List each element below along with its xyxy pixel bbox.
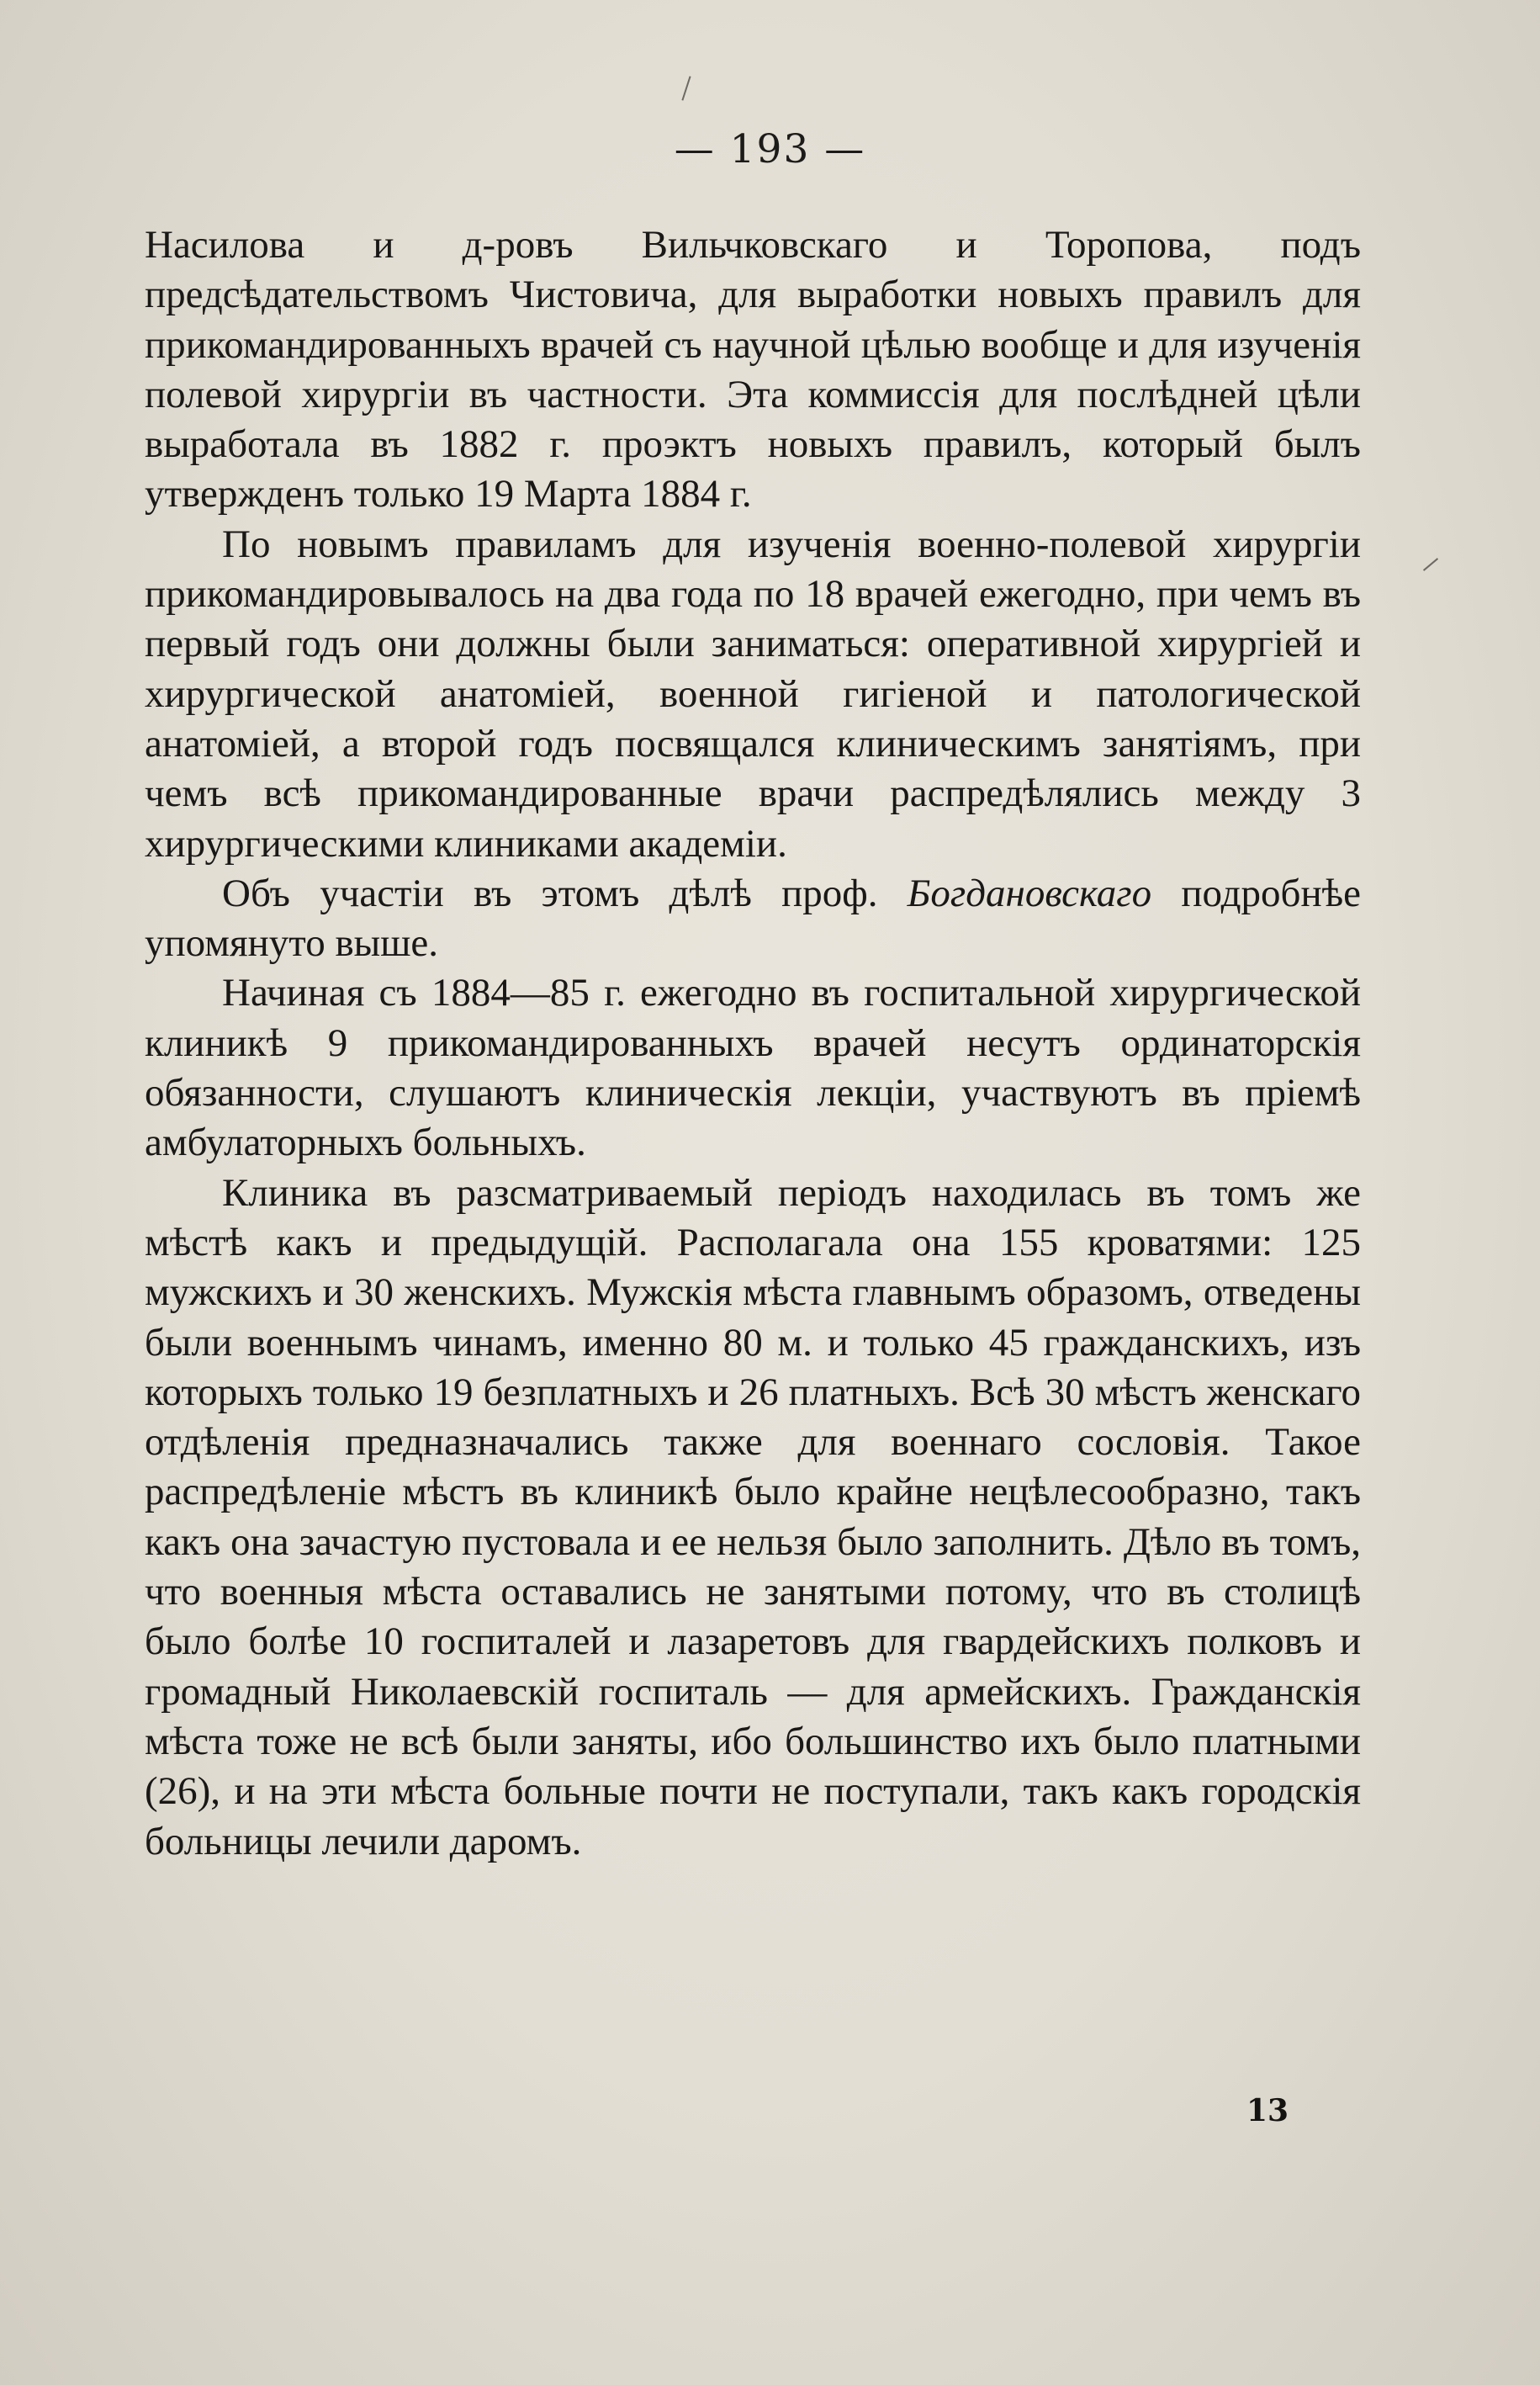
paragraph-2: По новымъ правиламъ для изученія военно-полевой хирургіи прикомандировывалось на два года по 18 врачей ежегодно, при чемъ въ первый годъ они должны были заниматься: оперативной хирургіей и хирургической анатоміей, военной гигіеной и патологической анатоміей, а второй годъ посвящался клиническимъ занятіямъ, при чемъ всѣ прикомандированные врачи распредѣлялись между 3 хирургическими клиниками академіи. — [145, 522, 1361, 866]
paragraph-5: Клиника въ разсматриваемый періодъ находилась въ томъ же мѣстѣ какъ и предыдущій. Располагала она 155 кроватями: 125 мужскихъ и 30 женскихъ. Мужскія мѣста главнымъ образомъ, отведены были военнымъ чинамъ, именно 80 м. и только 45 гражданскихъ, изъ которыхъ только 19 безплатныхъ и 26 платныхъ. Всѣ 30 мѣстъ женскаго отдѣленія предназначались также для военнаго сословія. Такое распредѣленіе мѣстъ въ клиникѣ было крайне нецѣлесообразно, такъ какъ она зачастую пустовала и ее нельзя было заполнить. Дѣло въ томъ, что военныя мѣста оставались не занятыми потому, что въ столицѣ было болѣе 10 госпиталей и лазаретовъ для гвардейскихъ полковъ и громадный Николаевскій госпиталь — для армейскихъ. Гражданскія мѣста тоже не всѣ были заняты, ибо большинство ихъ было платными (26), и на эти мѣста больные почти не поступали, такъ какъ городскія больницы лечили даромъ. — [145, 1170, 1361, 1863]
paragraph-3-end: подробнѣе упомянуто выше. — [145, 871, 1361, 966]
paragraph-4: Начиная съ 1884—85 г. ежегодно въ госпитальной хирургической клиникѣ 9 прикомандированныхъ врачей несутъ ординаторскія обязанности, слушаютъ клиническія лекціи, участвуютъ въ пріемѣ амбулаторныхъ больныхъ. — [145, 971, 1361, 1165]
author-name-emphasis: Богдановскаго — [907, 871, 1152, 915]
signature-mark: 13 — [1246, 2093, 1289, 2128]
paragraph-1: Насилова и д-ровъ Вильчковскаго и Торопова, подъ предсѣдательствомъ Чистовича, для выработки новыхъ правилъ для прикомандированныхъ врачей съ научной цѣлью вообще и для изученія полевой хирургіи въ частности. Эта коммиссія для послѣдней цѣли выработала въ 1882 г. проэктъ новыхъ правилъ, который былъ утвержденъ только 19 Марта 1884 г. — [145, 223, 1361, 517]
paragraph-3 — [145, 869, 1361, 969]
paragraph-3-start: Объ участіи въ этомъ дѣлѣ проф. — [222, 871, 908, 915]
margin-tick-mark — [1423, 558, 1438, 571]
body-text — [145, 220, 1361, 1867]
page-number: — 193 — — [674, 126, 866, 172]
top-tick-mark — [681, 76, 691, 100]
